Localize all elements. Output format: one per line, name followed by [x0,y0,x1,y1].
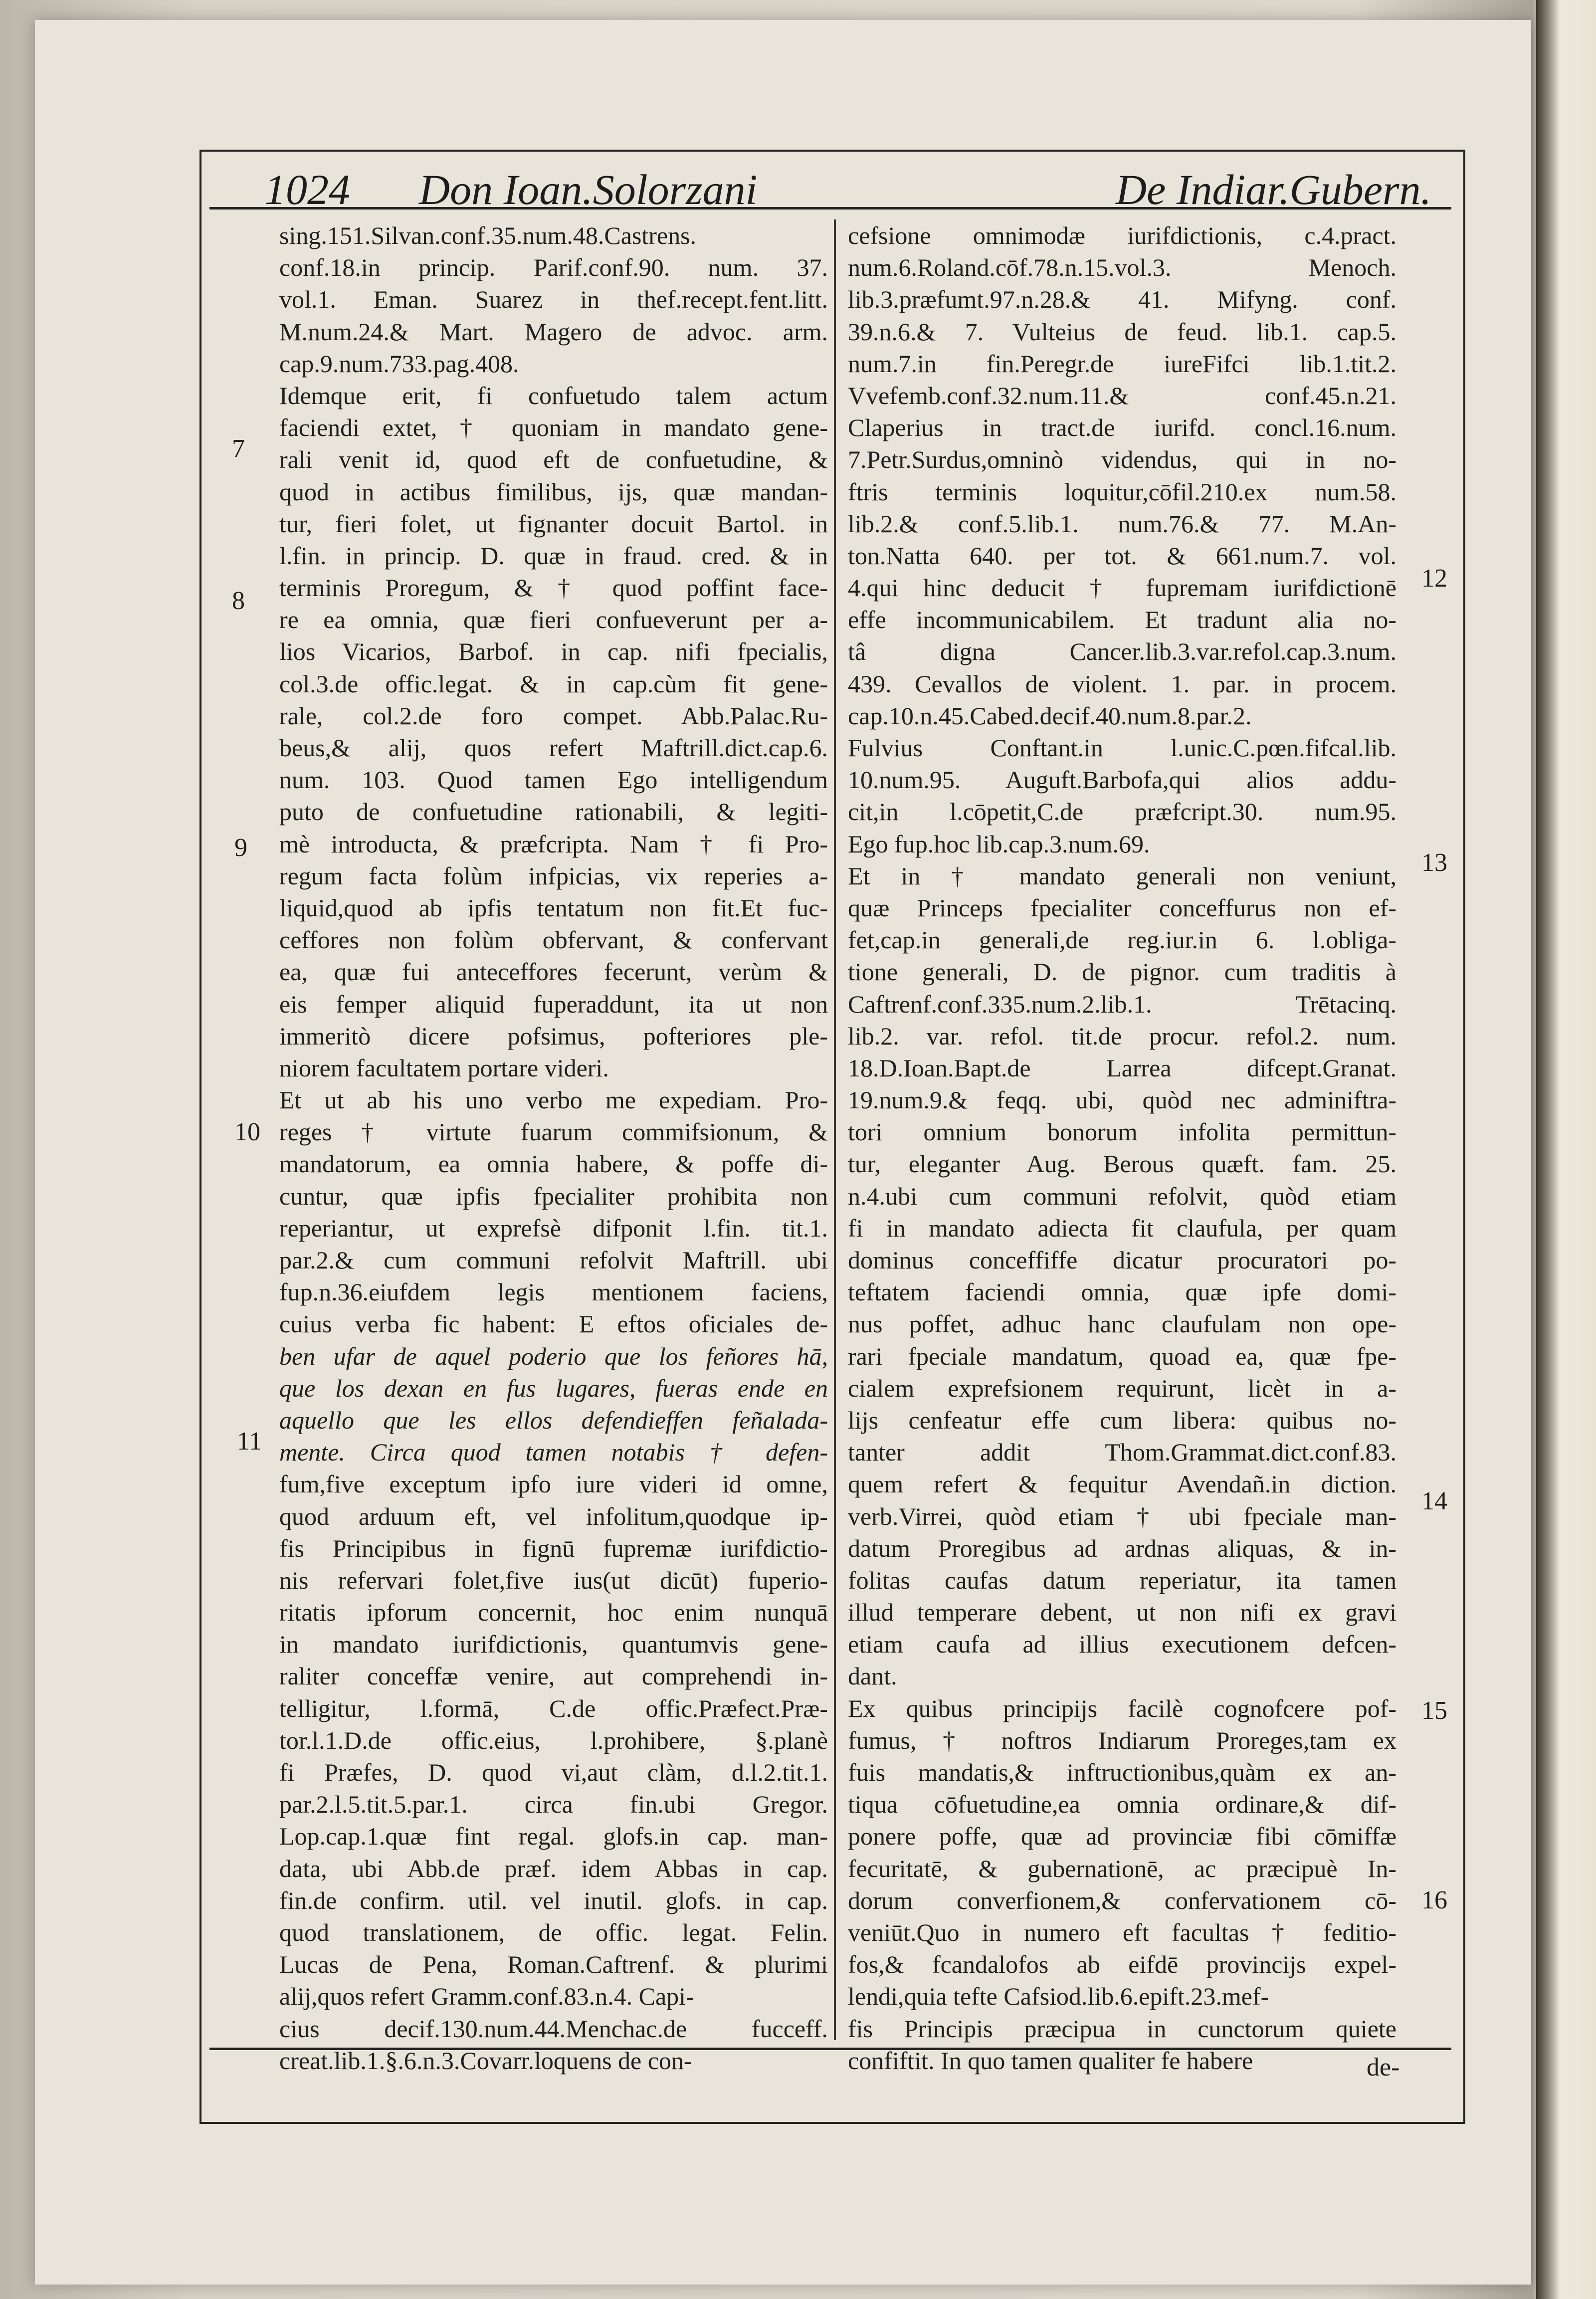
text-line: n.4.ubi cum communi refolvit, quòd etiam [848,1182,1396,1210]
text-line: fi in mandato adiecta fit claufula, per quam [848,1214,1396,1242]
text-line: fuis mandatis,& inftructionibus,quàm ex an- [848,1758,1396,1786]
right-text-column [848,219,1396,2077]
text-line: dorum converfionem,& confervationem cō- [848,1886,1396,1914]
text-line: ben ufar de aquel poderio que los feñores hā, [279,1342,828,1370]
margin-note-number: 10 [234,1118,260,1146]
text-line: datum Proregibus ad ardnas aliquas, & in- [848,1534,1396,1562]
text-line: effe incommunicabilem. Et tradunt alia no- [848,606,1396,634]
text-line: Claperius in tract.de iurifd. concl.16.num. [848,414,1396,442]
text-line: in mandato iurifdictionis, quantumvis gene- [279,1630,828,1659]
text-line: alij,quos refert Gramm.conf.83.n.4. Capi- [279,1982,694,2011]
text-line: reperiantur, ut exprefsè difponit l.fin. tit.1. [279,1214,828,1242]
text-line: lib.2. var. refol. tit.de procur. refol.2. num. [848,1022,1396,1050]
text-line: tori omnium bonorum infolita permittun- [848,1118,1396,1146]
text-line: rale, col.2.de foro compet. Abb.Palac.Ru- [279,701,828,730]
text-line: terminis Proregum, & † quod poffint face- [279,574,828,602]
text-line: teftatem faciendi omnia, quæ ipfe domi- [848,1278,1396,1306]
text-line: 4.qui hinc deducit † fupremam iurifdictionē [848,574,1396,602]
text-line: tiqua cōfuetudine,ea omnia ordinare,& dif- [848,1790,1396,1819]
text-line: faciendi extet, † quoniam in mandato gene- [279,414,828,442]
text-line: eis femper aliquid fuperaddunt, ita ut non [279,990,828,1018]
text-line: fos,& fcandalofos ab eifdē provincijs expel- [848,1950,1396,1979]
text-line: dominus conceffiffe dicatur procuratori po- [848,1246,1396,1274]
text-line: num. 103. Quod tamen Ego intelligendum [279,766,828,794]
text-line: cuius verba fic habent: E eftos oficiales de- [279,1310,828,1338]
text-line: col.3.de offic.legat. & in cap.cùm fit gene- [279,669,828,698]
page-number: 1024 [264,166,350,213]
text-line: fumus, † noftros Indiarum Proreges,tam ex [848,1726,1396,1754]
text-line: fecuritatē, & gubernationē, ac præcipuè In- [848,1854,1396,1882]
text-line: que los dexan en fus lugares, fueras ende en [279,1374,828,1402]
text-line: folitas caufas datum reperiatur, ita tamen [848,1566,1396,1594]
text-line: tanter addit Thom.Grammat.dict.conf.83. [848,1438,1396,1466]
text-line: raliter conceffæ venire, aut comprehendi in- [279,1662,828,1690]
text-line: liquid,quod ab ipfis tentatum non fit.Et fuc- [279,893,828,922]
text-line: fum,five exceptum ipfo iure videri id omne, [279,1470,828,1498]
text-line: mente. Circa quod tamen notabis † defen- [279,1438,828,1466]
text-line: nus poffet, adhuc hanc claufulam non ope- [848,1310,1396,1338]
catchword: de- [1367,2053,1400,2082]
text-line: quod in actibus fimilibus, ijs, quæ mandan- [279,477,828,506]
text-line: fin.de confirm. util. vel inutil. glofs. in cap. [279,1886,828,1914]
left-text-column [279,219,828,2077]
text-line: ftris terminis loquitur,cōfil.210.ex num.58. [848,477,1396,506]
text-line: 18.D.Ioan.Bapt.de Larrea difcept.Granat. [848,1053,1396,1082]
text-line: Lop.cap.1.quæ fint regal. glofs.in cap. man- [279,1822,828,1851]
margin-note-number: 7 [232,434,245,463]
text-line: confiftit. In quo tamen qualiter fe habere [848,2046,1253,2075]
text-line: tur, fieri folet, ut fignanter docuit Bartol. in [279,509,828,538]
text-line: tor.l.1.D.de offic.eius, l.prohibere, §.planè [279,1726,828,1754]
text-line: M.num.24.& Mart. Magero de advoc. arm. [279,317,828,346]
text-line: Lucas de Pena, Roman.Caftrenf. & plurimi [279,1950,828,1979]
text-line: fis Principibus in fignū fupremæ iurifdictio- [279,1534,828,1562]
text-line: beus,& alij, quos refert Maftrill.dict.cap.6. [279,734,828,762]
text-line: rari fpeciale mandatum, quoad ea, quæ fpe- [848,1342,1396,1370]
text-line: lios Vicarios, Barbof. in cap. nifi fpecialis, [279,637,828,666]
text-line: Ex quibus principijs facilè cognofcere pof- [848,1694,1396,1722]
text-line: Vvefemb.conf.32.num.11.& conf.45.n.21. [848,381,1396,410]
text-line: Idemque erit, fi confuetudo talem actum [279,381,828,410]
text-line: sing.151.Silvan.conf.35.num.48.Castrens. [279,221,697,249]
text-line: lendi,quia tefte Cafsiod.lib.6.epift.23.mef- [848,1982,1269,2011]
text-line: lib.2.& conf.5.lib.1. num.76.& 77. M.An- [848,509,1396,538]
text-line: tione generali, D. de pignor. cum traditis à [848,958,1396,986]
text-line: ponere poffe, quæ ad provinciæ fibi cōmiffæ [848,1822,1396,1851]
text-line: fup.n.36.eiufdem legis mentionem faciens, [279,1278,828,1306]
text-line: tur, eleganter Aug. Berous quæft. fam. 25. [848,1150,1396,1178]
text-line: 7.Petr.Surdus,omninò videndus, qui in no- [848,445,1396,474]
column-divider [834,219,836,2040]
text-line: creat.lib.1.§.6.n.3.Covarr.loquens de con- [279,2046,692,2075]
text-line: etiam caufa ad illius executionem defcen- [848,1630,1396,1659]
running-title-right: De Indiar.Gubern. [1116,166,1431,213]
text-line: num.6.Roland.cōf.78.n.15.vol.3. Menoch. [848,253,1396,282]
text-line: Caftrenf.conf.335.num.2.lib.1. Trētacinq. [848,990,1396,1018]
text-line: par.2.l.5.tit.5.par.1. circa fin.ubi Gregor. [279,1790,828,1819]
text-line: fi Præfes, D. quod vi,aut clàm, d.l.2.tit.1. [279,1758,828,1786]
text-line: cit,in l.cōpetit,C.de præfcript.30. num.95. [848,798,1396,826]
text-line: dant. [848,1662,897,1690]
text-line: Et ut ab his uno verbo me expediam. Pro- [279,1086,828,1114]
text-line: ceffores non folùm obfervant, & confervant [279,926,828,954]
text-line: 19.num.9.& feqq. ubi, quòd nec adminiftra- [848,1086,1396,1114]
margin-note-number: 8 [232,587,245,615]
running-title-left: Don Ioan.Solorzani [419,166,758,213]
text-line: telligitur, l.formā, C.de offic.Præfect.Præ- [279,1694,828,1722]
text-line: tâ digna Cancer.lib.3.var.refol.cap.3.num. [848,637,1396,666]
text-line: ritatis ipforum concernit, hoc enim nunquā [279,1598,828,1627]
text-line: l.fin. in princip. D. quæ in fraud. cred. & in [279,541,828,570]
text-line: regum facta folùm infpicias, vix reperies a- [279,861,828,890]
text-line: num.7.in fin.Peregr.de iureFifci lib.1.tit.2. [848,349,1396,378]
text-line: Ego fup.hoc lib.cap.3.num.69. [848,830,1150,858]
text-line: cap.9.num.733.pag.408. [279,349,519,378]
text-line: verb.Virrei, quòd etiam † ubi fpeciale man- [848,1502,1396,1530]
text-line: rali venit id, quod eft de confuetudine, & [279,445,828,474]
text-line: cap.10.n.45.Cabed.decif.40.num.8.par.2. [848,701,1252,730]
text-line: ea, quæ fui anteceffores fecerunt, verùm & [279,958,828,986]
text-line: mandatorum, ea omnia habere, & poffe di- [279,1150,828,1178]
text-line: quod arduum eft, vel infolitum,quodque ip- [279,1502,828,1530]
text-line: mè introducta, & præfcripta. Nam † fi Pro- [279,830,828,858]
margin-note-number: 12 [1421,564,1447,593]
text-line: conf.18.in princip. Parif.conf.90. num. 37. [279,253,828,282]
text-line: vol.1. Eman. Suarez in thef.recept.fent.litt. [279,285,828,314]
margin-note-number: 13 [1421,848,1447,877]
text-line: quæ Princeps fpecialiter conceffurus non ef- [848,893,1396,922]
text-line: data, ubi Abb.de præf. idem Abbas in cap. [279,1854,828,1882]
text-line: lib.3.præfumt.97.n.28.& 41. Mifyng. conf. [848,285,1396,314]
text-line: fet,cap.in generali,de reg.iur.in 6. l.obliga- [848,926,1396,954]
text-line: cuntur, quæ ipfis fpecialiter prohibita non [279,1182,828,1210]
facing-page-edge [1536,0,1596,2299]
text-line: fis Principis præcipua in cunctorum quiete [848,2014,1396,2043]
text-line: immeritò dicere pofsimus, pofteriores ple- [279,1022,828,1050]
text-line: aquello que les ellos defendieffen feñalada- [279,1406,828,1434]
text-line: re ea omnia, quæ fieri confueverunt per a- [279,606,828,634]
margin-note-number: 15 [1421,1696,1447,1725]
text-line: par.2.& cum communi refolvit Maftrill. ubi [279,1246,828,1274]
text-line: quod translationem, de offic. legat. Felin. [279,1918,828,1946]
text-line: puto de confuetudine rationabili, & legiti- [279,798,828,826]
text-line: cius decif.130.num.44.Menchac.de fucceff. [279,2014,828,2043]
text-line: 10.num.95. Auguft.Barbofa,qui alios addu- [848,766,1396,794]
margin-note-number: 14 [1421,1487,1447,1515]
text-line: Fulvius Conftant.in l.unic.C.pœn.fifcal.lib. [848,734,1396,762]
running-header [209,155,1451,213]
text-line: ton.Natta 640. per tot. & 661.num.7. vol. [848,541,1396,570]
text-line: Et in † mandato generali non veniunt, [848,861,1396,890]
text-line: lijs cenfeatur effe cum libera: quibus no- [848,1406,1396,1434]
text-line: quem refert & fequitur Avendañ.in diction. [848,1470,1396,1498]
text-line: reges † virtute fuarum commifsionum, & [279,1118,828,1146]
text-line: 439. Cevallos de violent. 1. par. in procem. [848,669,1396,698]
margin-note-number: 16 [1421,1886,1447,1914]
margin-note-number: 9 [234,834,247,862]
text-line: niorem facultatem portare videri. [279,1053,609,1082]
text-line: 39.n.6.& 7. Vulteius de feud. lib.1. cap.5. [848,317,1396,346]
text-line: illud temperare debent, ut non nifi ex gravi [848,1598,1396,1627]
text-line: cialem exprefsionem requirunt, licèt in a- [848,1374,1396,1402]
margin-note-number: 11 [237,1427,262,1456]
text-line: cefsione omnimodæ iurifdictionis, c.4.pract. [848,221,1396,249]
text-line: nis refervari folet,five ius(ut dicūt) fuperio- [279,1566,828,1594]
text-line: veniūt.Quo in numero eft facultas † feditio- [848,1918,1396,1946]
